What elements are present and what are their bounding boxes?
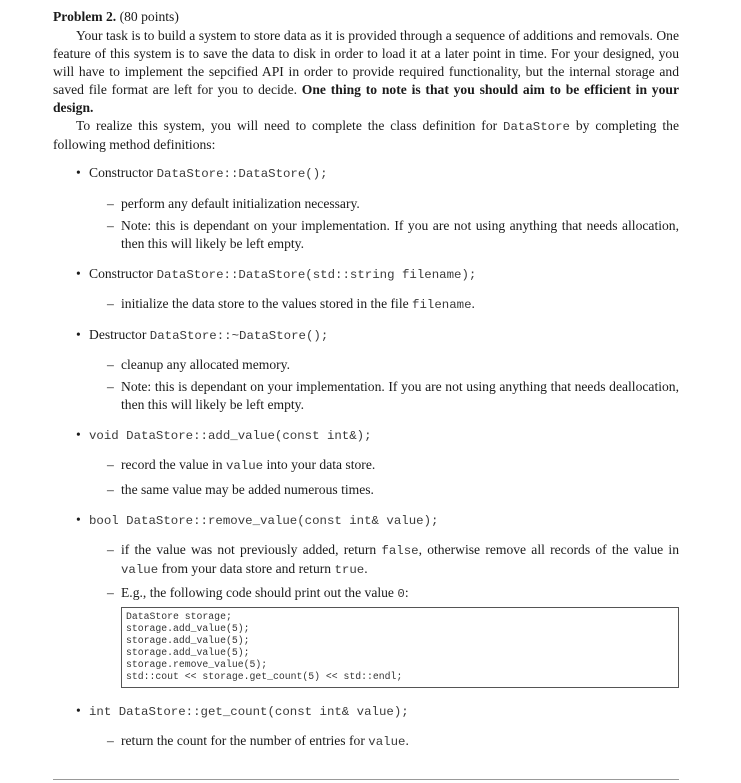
code-line: DataStore storage; xyxy=(126,611,232,622)
problem-number: Problem 2. xyxy=(53,9,117,24)
dash-icon: – xyxy=(107,357,114,372)
sub-item: – the same value may be added numerous times. xyxy=(107,482,374,497)
method-signature: void DataStore::add_value(const int&); xyxy=(89,429,372,443)
dash-icon: – xyxy=(107,218,114,233)
method-item-remove-value xyxy=(76,511,679,530)
sub-item: – Note: this is dependant on your implementation. If you are not using anything that needs allocation, then this will likely be left empty. xyxy=(107,218,679,251)
code-example xyxy=(121,607,679,688)
efficiency-note: One thing to note is that you should aim to be efficient in your design. xyxy=(53,82,679,115)
problem-points: (80 points) xyxy=(119,9,179,24)
method-item-default-constructor: • Constructor DataStore::DataStore(); xyxy=(76,165,328,181)
code-line: std::cout << storage.get_count(5) << std::endl; xyxy=(126,671,403,682)
problem-title xyxy=(53,8,679,26)
method-item-file-constructor: • Constructor DataStore::DataStore(std::string filename); xyxy=(76,266,477,282)
dash-icon: – xyxy=(107,196,114,211)
method-item-add-value xyxy=(76,426,679,445)
dash-icon: – xyxy=(107,733,114,748)
method-signature: int DataStore::get_count(const int& value); xyxy=(89,705,409,719)
document-page xyxy=(53,8,679,751)
method-signature: bool DataStore::remove_value(const int& value); xyxy=(89,514,439,528)
code-line: storage.add_value(5); xyxy=(126,623,250,634)
bullet-icon: • xyxy=(76,165,81,180)
dash-icon: – xyxy=(107,542,114,557)
bullet-icon: • xyxy=(76,327,81,342)
bullet-icon: • xyxy=(76,266,81,281)
intro-paragraph: Your task is to build a system to store data as it is provided through a sequence of additions and removals. One feature of this system is to save the data to disk in order to load it at a later point in time. For your designed, you will have to implement the sepcified API in order to provide required functionality, but the internal storage and saved file format are left for you to decide. One thing to note is that you should aim to be efficient in your design. xyxy=(53,28,679,115)
task-paragraph: To realize this system, you will need to complete the class definition for DataStore by completing the following method definitions: xyxy=(53,118,679,152)
sub-item: – initialize the data store to the values stored in the file filename. xyxy=(107,296,475,312)
method-signature: DataStore::DataStore(std::string filename); xyxy=(156,268,477,282)
dash-icon: – xyxy=(107,296,114,311)
dash-icon: – xyxy=(107,585,114,600)
sub-item: – cleanup any allocated memory. xyxy=(107,357,290,372)
bullet-icon: • xyxy=(76,427,81,442)
sub-item: – E.g., the following code should print out the value 0: xyxy=(107,585,409,601)
sub-item: – perform any default initialization necessary. xyxy=(107,196,360,211)
sub-item: – Note: this is dependant on your implementation. If you are not using anything that needs deallocation, then this will likely be left empty. xyxy=(107,379,679,412)
method-signature: DataStore::~DataStore(); xyxy=(149,329,329,343)
dash-icon: – xyxy=(107,482,114,497)
dash-icon: – xyxy=(107,457,114,472)
method-item-destructor: • Destructor DataStore::~DataStore(); xyxy=(76,327,329,343)
sub-item: – return the count for the number of entries for value. xyxy=(107,733,409,749)
sub-item: – record the value in value into your data store. xyxy=(107,457,376,473)
page-bottom-rule xyxy=(53,779,679,780)
bullet-icon: • xyxy=(76,703,81,718)
method-item-get-count xyxy=(76,702,679,721)
dash-icon: – xyxy=(107,379,114,394)
class-name-code: DataStore xyxy=(503,120,570,134)
code-line: storage.add_value(5); xyxy=(126,635,250,646)
code-line: storage.add_value(5); xyxy=(126,647,250,658)
method-signature: DataStore::DataStore(); xyxy=(156,167,328,181)
bullet-icon: • xyxy=(76,512,81,527)
code-line: storage.remove_value(5); xyxy=(126,659,268,670)
sub-item: – if the value was not previously added, return false, otherwise remove all records of the value in value from your data store and return true. xyxy=(107,542,679,577)
